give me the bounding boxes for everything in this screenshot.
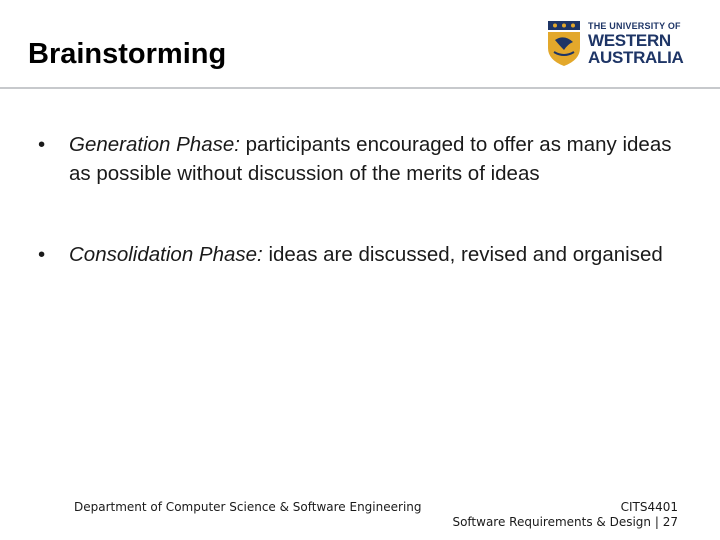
bullet-text: ideas are discussed, revised and organised: [262, 243, 663, 266]
university-logo: [546, 20, 684, 70]
footer-department: Department of Computer Science & Software Engineering: [74, 500, 422, 514]
bullet-term: Consolidation Phase:: [69, 243, 263, 266]
footer-separator: |: [654, 515, 659, 529]
slide-title: Brainstorming: [28, 38, 227, 70]
university-wordmark: [588, 21, 684, 66]
logo-line-university-of: THE UNIVERSITY OF: [588, 21, 681, 31]
logo-line-australia: AUSTRALIA: [588, 48, 684, 67]
bullet-list: [38, 130, 678, 269]
bullet-marker: •: [38, 243, 46, 266]
bullet-item-generation-phase: [38, 130, 678, 188]
bullet-item-consolidation-phase: [38, 240, 678, 269]
footer-unit-line: [452, 515, 678, 530]
bullet-marker: •: [38, 133, 46, 156]
university-crest-icon: [546, 20, 582, 68]
bullet-text: participants encouraged to offer as many ideas as possible without discussion of the merits of ideas: [69, 133, 672, 185]
footer-unit-info: [452, 500, 678, 530]
header-divider: [0, 87, 720, 89]
page-number: 27: [662, 515, 678, 529]
footer-unit-code: CITS4401: [620, 500, 678, 514]
footer-unit-name: Software Requirements & Design: [452, 515, 652, 529]
logo-line-western: WESTERN: [588, 31, 671, 50]
bullet-term: Generation Phase:: [69, 133, 240, 156]
